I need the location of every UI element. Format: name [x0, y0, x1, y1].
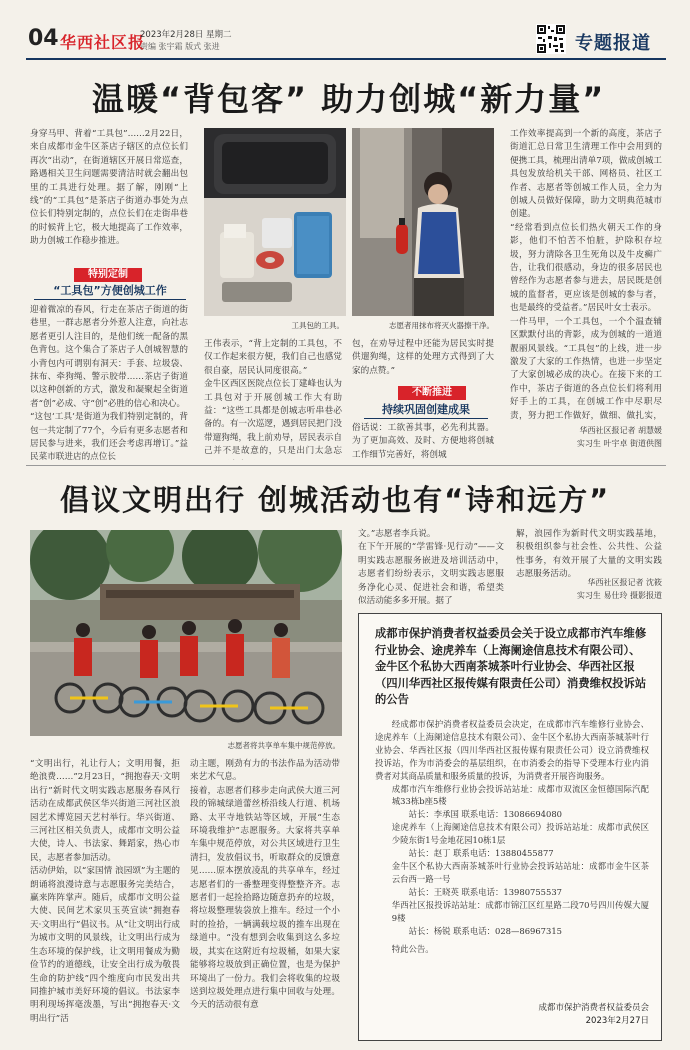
- article-1-body-col1: 迎着微凉的春风，行走在茶店子街道的街巷里，一群志愿者分外惹人注意，向社志愿者更引人注目的，是他们统一配备的黑色背包。这个集合了茶店子人创城智慧的小背包内可谓别有洞天：手套、垃圾袋、抹布、牵狗绳、警示胶带……茶店子街道以这种创新的方式，激发和凝聚起全街道者“创”必成、守“创”必胜的信心和决心。 “这包‘工具’是街道为我们特别定制的，背包一共定制了77个，今后有更多志愿者和居民参与进来，我们还会考虑再增订。”益民菜市联进店的点位长: [30, 305, 188, 463]
- page-number: 04: [28, 26, 59, 51]
- issue-date: 2023年2月28日 星期二: [140, 30, 232, 40]
- tools-photo-caption: 工具包的工具。: [291, 321, 344, 330]
- site-contact: 站长：王晓英 联系电话：13980755537: [408, 886, 562, 897]
- bike-photo: [30, 530, 342, 736]
- section-divider: [26, 465, 666, 466]
- article-1-lead: 身穿马甲、背着“工具包”……2月22日，来自成都市金牛区茶店子辖区的点位长们再次“出动”，在街道辖区开展日常巡查，路遇相关卫生问题需要清洁时就会翻出包里的工具进行处理。据了解，刚刚“上线”的“工具包”是茶店子街道办事处为点位长们特别定制的，点位长们在走街串巷的时候背上它，极大地提高了工作效率，助力创城工作稳步推进。: [30, 129, 188, 247]
- subsection-tag: 不断推进: [398, 386, 466, 400]
- article-1-headline: 温暖“背包客” 助力创城“新力量”: [92, 80, 606, 118]
- bike-photo-caption: 志愿者将共享单车集中规范停放。: [227, 741, 340, 750]
- site-address: 成都市汽车维修行业协会投诉站站址：成都市双流区金恒德国际汽配城33栋b座5楼: [391, 783, 649, 807]
- site-contact: 站长：李承国 联系电话：13086694080: [408, 809, 562, 820]
- site-contact: 站长：赵丁 联系电话：13880455877: [408, 848, 554, 859]
- site-address: 途虎养车（上海阑途信息技术有限公司）投诉站站址：成都市武侯区少陵东街1号金地花园10栋1层: [391, 822, 649, 846]
- publication-name: 华西社区报: [60, 33, 146, 52]
- article-2-byline: 华西社区报记者 沈筱 实习生 易仕玲 摄影报道: [576, 578, 662, 600]
- notice-body: [375, 718, 649, 956]
- section-name: 专题报道: [575, 33, 651, 54]
- article-2-headline: 倡议文明出行 创城活动也有“诗和远方”: [60, 483, 611, 517]
- qr-code-icon: [536, 24, 566, 54]
- notice-paragraph: 经成都市保护消费者权益委员会决定，在成都市汽车维修行业协会、途虎养车（上海阑途信息技术有限公司）、金牛区个私协大西南茶城茶叶行业协会、华西社区报（四川华西社区报传媒有限责任公司）设立消费维权投诉站，作为市消委会的基层组织，在市消委会的指导下受理本行业内消费者对其商品质量和服务质量的投诉，为消费者开展咨询服务。: [375, 719, 649, 781]
- consumer-notice-box: [358, 613, 662, 1041]
- article-1-body-col4: 工作效率提高到一个新的高度，茶店子街道汇总日常卫生清理工作中会用到的便携工具，梳理出清单7项，做成创城工具包发放给机关干部、网格员、社区工作者、志愿者等创城工作人员，全力为创城人员做好保障，助力文明典范城市创建。 “经常看到点位长们热火朝天工作的身影，他们不怕苦不怕脏，护除积存垃圾，努力清除各卫生死角以及牛皮癣广告，让我们很感动，身边的很多居民也曾经作为志愿者参与进去，居民既是创城的监督者，更应该是创城的参与者，也是最终的受益者。”居民叶女士表示。 一件马甲，一个工具包，一个个温查辅区默默付出的背影，成为创城的一道道靓丽风景线。“工具包”的上线，进一步激发了大家的工作热情，也进一步坚定了大家创城必成的决心。在接下来的工作中，茶店子街道的各点位长们将利用好手上的工具，在创城工作中尽职尽责，努力把工作做好，做细、做扎实，: [510, 129, 662, 420]
- article-1-body-col2: 王伟表示，“背上定制的工具包，不仅工作起来很方便，我们自己也感觉很自豪，居民认同度很高。” 金牛区西区医院点位长丁建峰也认为工具包对于开展创城工作大有助益：“这些工具都是创城志听串巷必备的。有一次巡逻，遇到居民把门没带遛狗绳，我上前劝导，居民表示自己并不是故意的，只是出门太急忘: [204, 339, 342, 457]
- notice-signature: [479, 1002, 649, 1028]
- notice-sign-date: 2023年2月27日: [585, 1016, 649, 1026]
- article-2-body-col2: 动主题，刚劲有力的书法作品为活动带来艺术气息。 接着，志愿者们移步走向武侯大道三河段的锦城绿道蕾丝桥沿线人行道、机场路、太平寺地铁站等区域，开展“生态环境我维护”志愿服务。大家将共享单车集中规范停放，对公共区域进行卫生清扫，发放倡议书，听取群众的反馈意见……原本摆放凌乱的共享单车，经过志愿者们的一番整理变得整整齐齐。志愿者们一起捡拾路边随意扔弃的垃圾，将垃圾整理装袋放上推车。经过一个小时的捡拾，一辆满载垃圾的推车出现在绿道中。“没有想到会收集到这么多垃圾，其实在这附近有垃圾桶，如果大家能够将垃圾放到正确位置，也是为保护环境出了一份力。我们会将收集的垃圾送到垃圾处理点进行集中回收与处理。今天的活动很有意: [190, 759, 340, 1011]
- site-address: 金牛区个私协大西南茶城茶叶行业协会投诉站站址：成都市金牛区茶云台西一路一号: [391, 860, 649, 884]
- notice-sign-org: 成都市保护消费者权益委员会: [538, 1003, 649, 1013]
- notice-title: 成都市保护消费者权益委员会关于设立成都市汽车维修行业协会、途虎养车（上海阑途信息技术有限公司）、金牛区个私协大西南茶城茶叶行业协会、华西社区报（四川华西社区报传媒有限责任公司）消费维权投诉站的公告: [375, 627, 647, 707]
- site-contact: 站长：杨锐 联系电话：028—86967315: [408, 925, 562, 936]
- notice-closing: 特此公告。: [391, 944, 434, 955]
- editor-credits: 责编 张宇霜 版式 张进: [140, 42, 220, 51]
- subsection-title: “工具包”方便创城工作: [34, 283, 186, 300]
- volunteer-photo: [352, 128, 494, 316]
- header-rule: [26, 58, 666, 60]
- article-1-byline: 华西社区报记者 胡慧媛 实习生 叶宇卓 街道供图: [576, 426, 662, 448]
- article-1-body-col3b: 俗话说：工欲善其事，必先利其器。为了更加高效、及时、方便地将创城工作细节完善好，将创城: [352, 423, 494, 460]
- tools-photo: [204, 128, 346, 316]
- site-address: 华西社区报投诉站站址：成都市锦江区红星路二段70号四川传媒大厦9楼: [391, 899, 649, 923]
- subsection-tag: 特别定制: [74, 268, 142, 282]
- article-1-body-col3: 包，在劝导过程中还能为居民实时提供遛狗绳，这样的处理方式得到了大家的点赞。”: [352, 339, 494, 376]
- article-2-body-col1: “文明出行，礼让行人；文明用餐，拒绝浪费……”2月23日，“拥抱春天·文明出行”新时代文明实践志愿服务春风行活动在成都武侯区华兴街道三河社区浪园艺术博览园天艺村举行。华兴街道、三河社区相关负责人，成都市文明公益大使，诗人、书法家、舞蹈家，热心市民，志愿者参加活动。 活动伊始，以“家国情 浪园颂”为主题的朗诵将浪漫诗意与志愿服务完美结合，赢来阵阵掌声。随后，成都市文明公益大使、民间艺术家贝玉英宣读“拥抱春天·文明出行”倡议书。从“让文明出行成为城市文明的风景线，让文明出行成为生态环境的保护线，让文明用餐成为勤俭节约的道德线，让安全出行成为敬畏生命的防护线”四个维度向市民发出共同推护城市美好环境的倡议。书法家李明利现场挥毫泼墨，写出“拥抱春天·文明出行”活: [30, 759, 180, 1024]
- article-2-body-right-a: 文。”志愿者李兵说。 在下午开展的“学雷锋·见行动”——文明实践志愿服务嵌进及培训活动中，志愿者们纷纷表示，文明实践志愿服务净化心灵、促进社会和谐，希望类似活动能多多开展。据了: [358, 529, 504, 607]
- article-2-body-right-b: 解，浪园作为新时代文明实践基地，积极组织参与社会性、公共性、公益性事务，有效开展了大量的文明实践志愿服务活动。: [516, 529, 662, 580]
- volunteer-photo-caption: 志愿者用抹布将灭火器擦干净。: [389, 321, 494, 330]
- subsection-title: 持续巩固创建成果: [364, 402, 488, 419]
